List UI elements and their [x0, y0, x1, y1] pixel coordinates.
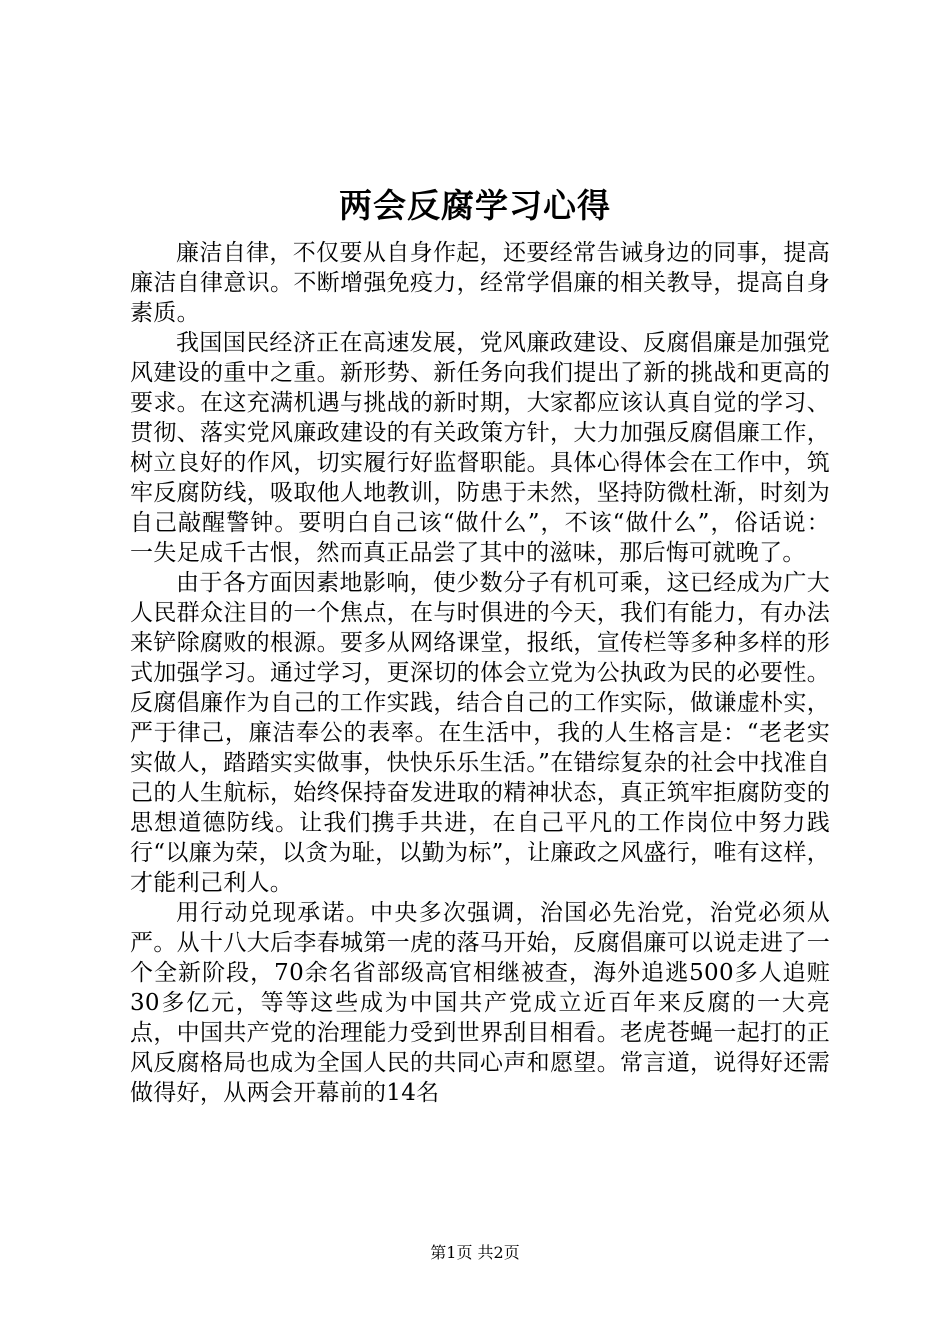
- paragraph: 由于各方面因素地影响，使少数分子有机可乘，这已经成为广大人民群众注目的一个焦点，在与时俱进的今天，我们有能力，有办法来铲除腐败的根源。要多从网络课堂，报纸，宣传栏等多种多样的形式加强学习。通过学习，更深切的体会立党为公执政为民的必要性。反腐倡廉作为自己的工作实践，结合自己的工作实际，做谦虚朴实，严于律己，廉洁奉公的表率。在生活中，我的人生格言是：“老老实实做人，踏踏实实做事，快快乐乐生活。”在错综复杂的社会中找准自己的人生航标，始终保持奋发进取的精神状态，真正筑牢拒腐防变的思想道德防线。让我们携手共进，在自己平凡的工作岗位中努力践行“以廉为荣，以贪为耻，以勤为标”，让廉政之风盛行，唯有这样，才能利己利人。: [130, 570, 830, 896]
- paragraph: 我国国民经济正在高速发展，党风廉政建设、反腐倡廉是加强党风建设的重中之重。新形势、新任务向我们提出了新的挑战和更高的要求。在这充满机遇与挑战的新时期，大家都应该认真自觉的学习、贯彻、落实党风廉政建设的有关政策方针，大力加强反腐倡廉工作，树立良好的作风，切实履行好监督职能。具体心得体会在工作中，筑牢反腐防线，吸取他人地教训，防患于未然，坚持防微杜渐，时刻为自己敲醒警钟。要明白自己该“做什么”，不该“做什么”，俗话说：一失足成千古恨，然而真正品尝了其中的滋味，那后悔可就晚了。: [130, 330, 830, 566]
- document-body: [130, 238, 830, 1108]
- page-footer: 第1页 共2页: [430, 1243, 520, 1262]
- document-title: 两会反腐学习心得: [339, 186, 611, 225]
- paragraph: 廉洁自律，不仅要从自身作起，还要经常告诫身边的同事，提高廉洁自律意识。不断增强免疫力，经常学倡廉的相关教导，提高自身素质。: [130, 240, 830, 326]
- paragraph: 用行动兑现承诺。中央多次强调，治国必先治党，治党必须从严。从十八大后李春城第一虎的落马开始，反腐倡廉可以说走进了一个全新阶段，70余名省部级高官相继被查，海外追逃500多人追赃30多亿元，等等这些成为中国共产党成立近百年来反腐的一大亮点，中国共产党的治理能力受到世界刮目相看。老虎苍蝇一起打的正风反腐格局也成为全国人民的共同心声和愿望。常言道，说得好还需做得好，从两会开幕前的14名: [130, 900, 830, 1106]
